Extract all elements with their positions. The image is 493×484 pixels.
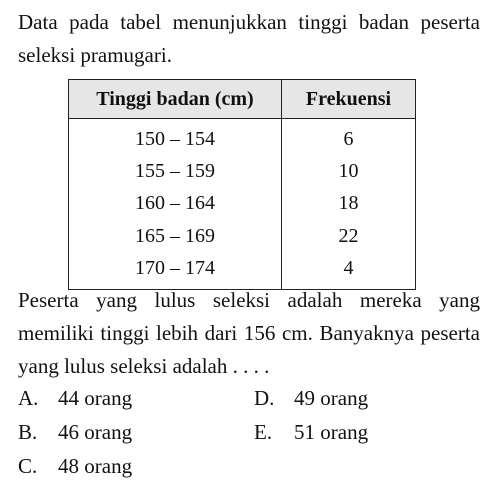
cell-height-range: 155 – 159 — [69, 155, 282, 187]
option-text: 48 orang — [58, 454, 133, 478]
question-text: Peserta yang lulus seleksi adalah mereka yang memiliki tinggi lebih dari 156 cm. Banyaknya peserta yang lulus seleksi adalah . . . . — [18, 288, 480, 378]
cell-height-range: 150 – 154 — [69, 119, 282, 156]
table-header-row — [69, 80, 416, 119]
frequency-table-wrapper — [68, 79, 416, 290]
cell-frequency: 6 — [282, 119, 416, 156]
option-e[interactable] — [254, 415, 368, 449]
table-row — [69, 119, 416, 156]
option-letter: A. — [18, 386, 39, 410]
option-text: 44 orang — [58, 386, 133, 410]
option-text: 49 orang — [294, 386, 369, 410]
intro-text: Data pada tabel menunjukkan tinggi badan peserta seleksi pramugari. — [18, 10, 480, 67]
option-text: 51 orang — [294, 420, 369, 444]
option-letter: E. — [254, 420, 273, 444]
option-letter: B. — [18, 420, 38, 444]
cell-frequency: 4 — [282, 253, 416, 290]
table-row — [69, 188, 416, 220]
option-b[interactable] — [18, 415, 132, 449]
table-row — [69, 155, 416, 187]
cell-height-range: 160 – 164 — [69, 188, 282, 220]
frequency-table — [68, 79, 416, 290]
option-d[interactable] — [254, 381, 368, 415]
option-text: 46 orang — [58, 420, 133, 444]
option-c[interactable] — [18, 449, 132, 483]
cell-frequency: 18 — [282, 188, 416, 220]
cell-height-range: 165 – 169 — [69, 220, 282, 252]
option-letter: C. — [18, 454, 38, 478]
cell-frequency: 10 — [282, 155, 416, 187]
header-height: Tinggi badan (cm) — [69, 80, 282, 119]
option-a[interactable] — [18, 381, 132, 415]
option-letter: D. — [254, 386, 275, 410]
table-row — [69, 220, 416, 252]
cell-height-range: 170 – 174 — [69, 253, 282, 290]
header-frequency: Frekuensi — [282, 80, 416, 119]
cell-frequency: 22 — [282, 220, 416, 252]
